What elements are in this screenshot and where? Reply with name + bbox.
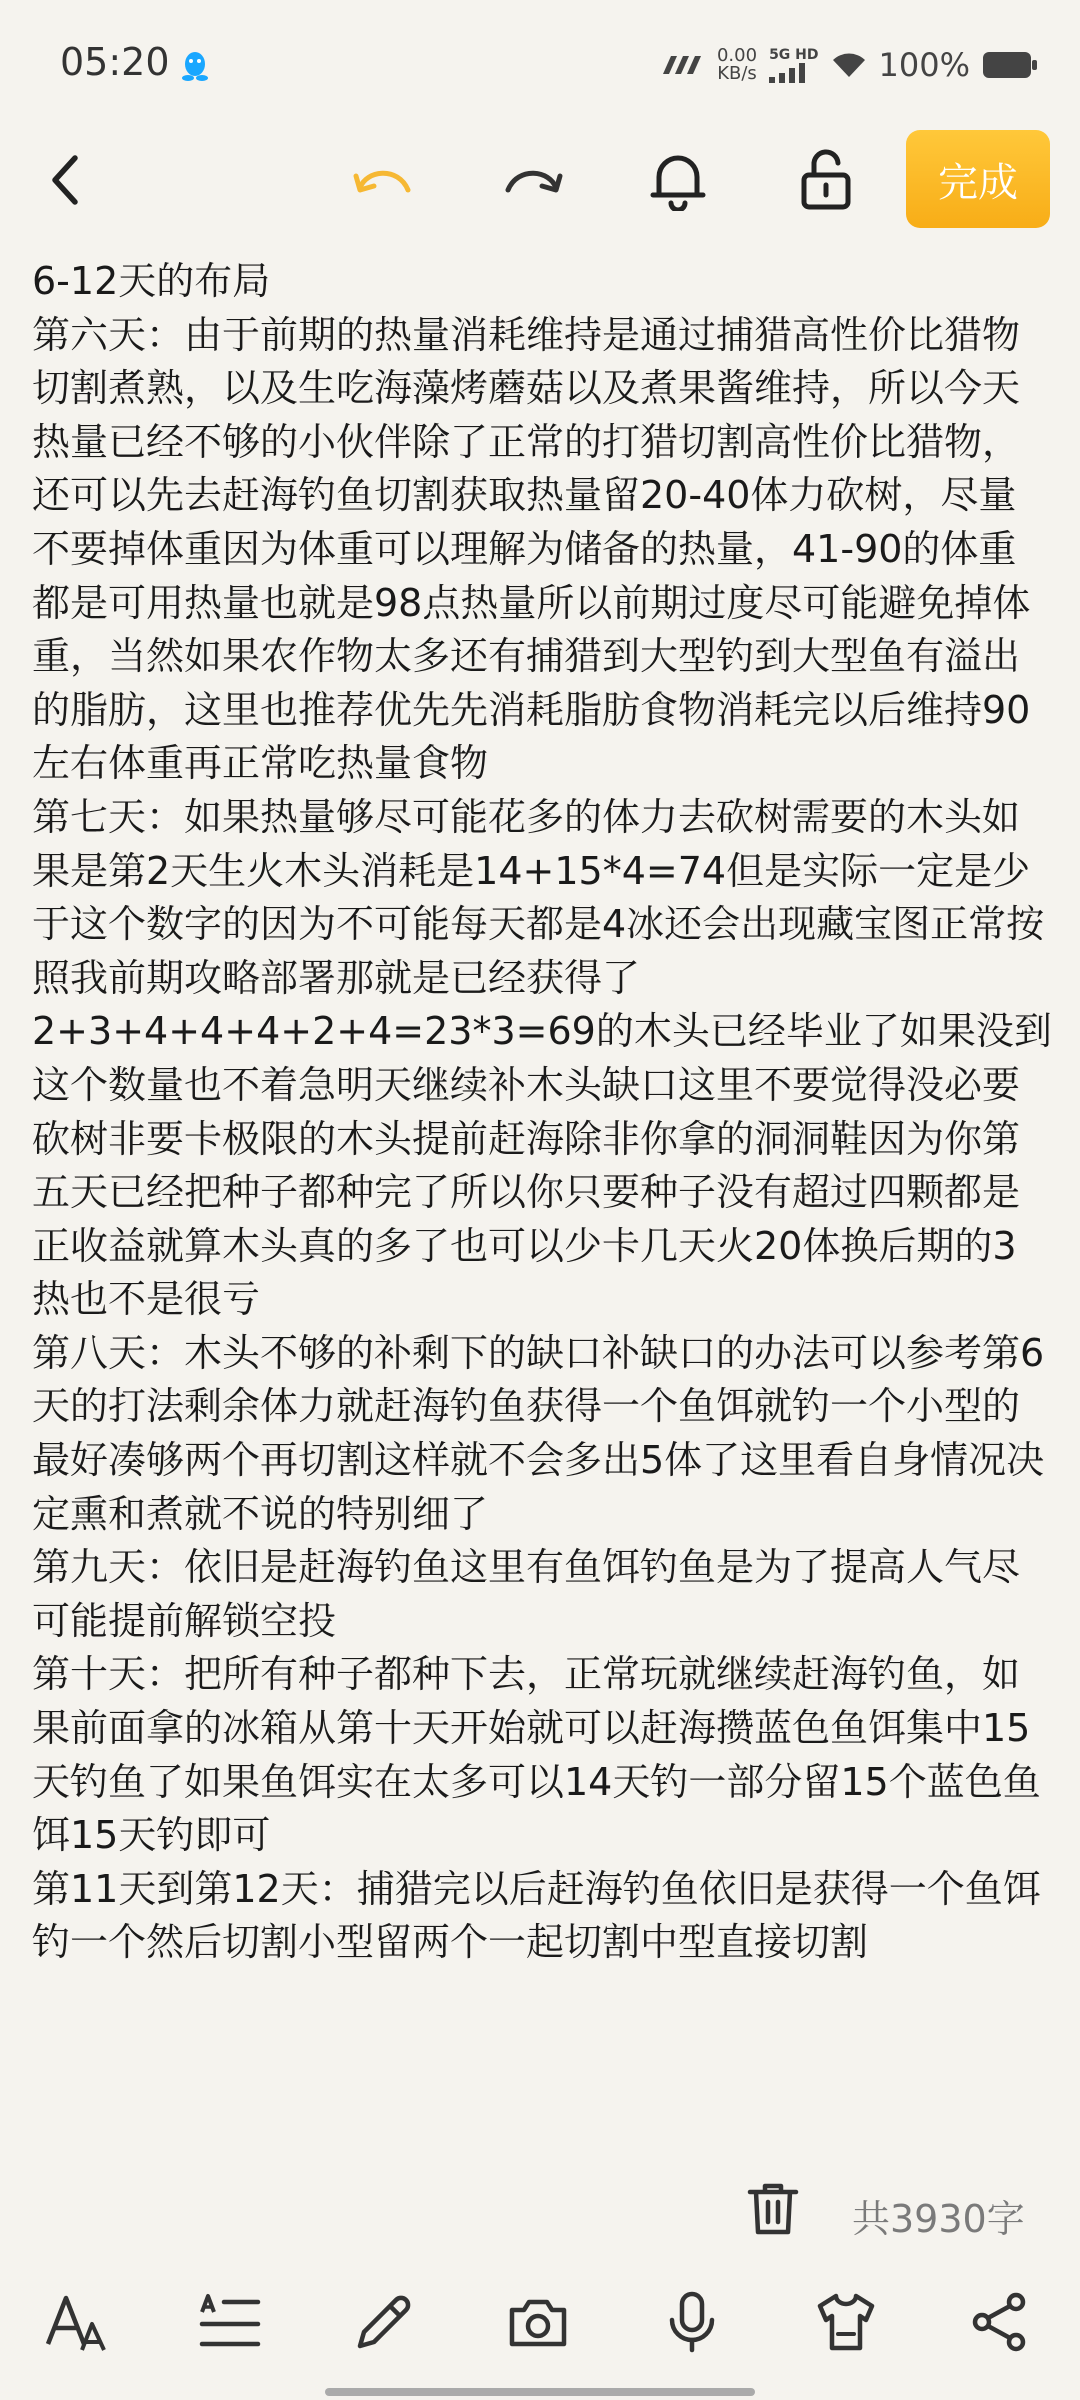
list-icon — [198, 2290, 262, 2354]
char-count: 共3930字 — [852, 2197, 1025, 2241]
camera-button[interactable] — [506, 2290, 570, 2354]
trash-icon — [744, 2180, 802, 2238]
note-paragraph[interactable]: 第八天：木头不够的补剩下的缺口补缺口的办法可以参考第6天的打法剩余体力就赶海钓鱼获得一个鱼饵就钓一个小型的最好凑够两个再切割这样就不会多出5体了这里看自身情况决定熏和煮就不说的特别细了 — [32, 1330, 1045, 1536]
undo-button[interactable] — [348, 128, 420, 232]
text-format-button[interactable] — [44, 2290, 108, 2354]
battery-icon — [982, 50, 1038, 80]
redo-button[interactable] — [496, 128, 568, 232]
microphone-icon — [660, 2290, 724, 2354]
note-paragraph[interactable]: 第11天到第12天：捕猎完以后赶海钓鱼依旧是获得一个鱼饵钓一个然后切割小型留两个一起切割中型直接切割 — [32, 1866, 1041, 1965]
unlock-icon — [798, 149, 854, 211]
wifi-icon — [831, 51, 867, 79]
theme-button[interactable] — [814, 2290, 878, 2354]
signal-bars-icon — [769, 63, 807, 83]
network-type-label: 5G HD — [769, 47, 819, 63]
undo-icon — [352, 158, 416, 202]
net-speed-unit: KB/s — [717, 63, 757, 84]
note-paragraph[interactable]: 第十天：把所有种子都种下去，正常玩就继续赶海钓鱼，如果前面拿的冰箱从第十天开始就可以赶海攒蓝色鱼饵集中15天钓鱼了如果鱼饵实在太多可以14天钓一部分留15个蓝色鱼饵15天钓即可 — [32, 1652, 1041, 1858]
note-paragraph[interactable]: 第九天：依旧是赶海钓鱼这里有鱼饵钓鱼是为了提高人气尽可能提前解锁空投 — [32, 1545, 1021, 1643]
list-format-button[interactable] — [198, 2290, 262, 2354]
note-title[interactable]: 6-12天的布局 — [32, 259, 271, 303]
camera-icon — [506, 2290, 570, 2354]
share-button[interactable] — [968, 2290, 1032, 2354]
shirt-icon — [814, 2290, 878, 2354]
cellular-group — [769, 47, 818, 83]
pencil-icon — [352, 2290, 416, 2354]
note-paragraph[interactable]: 2+3+4+4+4+2+4=23*3=69的木头已经毕业了如果没到这个数量也不着急明天继续补木头缺口这里不要觉得没必要砍树非要卡极限的木头提前赶海除非你拿的洞洞鞋因为你第五天已经把种子都种完了所以你只要种子没有超过四颗都是正收益就算木头真的多了也可以少卡几天火20体换后期的3热也不是很亏 — [32, 1009, 1052, 1322]
qq-penguin-icon — [180, 50, 210, 82]
home-indicator[interactable] — [325, 2388, 755, 2396]
bell-icon — [649, 149, 707, 211]
redo-icon — [500, 158, 564, 202]
net-speed-value: 0.00 — [716, 45, 758, 66]
share-icon — [968, 2290, 1032, 2354]
chevron-left-icon — [45, 152, 85, 208]
note-editor[interactable] — [32, 255, 1052, 1970]
done-button[interactable]: 完成 — [906, 130, 1050, 228]
lock-button[interactable] — [790, 128, 862, 232]
net-speed — [717, 47, 757, 83]
text-format-icon — [44, 2290, 108, 2354]
status-bar — [0, 0, 1080, 120]
voice-input-button[interactable] — [660, 2290, 724, 2354]
draw-button[interactable] — [352, 2290, 416, 2354]
delete-button[interactable] — [744, 2180, 802, 2238]
reminder-button[interactable] — [642, 128, 714, 232]
status-time: 05:20 — [60, 40, 170, 84]
nfc-icon — [659, 54, 705, 76]
battery-percent: 100% — [878, 46, 970, 84]
back-button[interactable] — [30, 128, 100, 232]
status-right-group — [659, 46, 1038, 84]
note-paragraph[interactable]: 第六天：由于前期的热量消耗维持是通过捕猎高性价比猎物切割煮熟，以及生吃海藻烤蘑菇以及煮果酱维持，所以今天热量已经不够的小伙伴除了正常的打猎切割高性价比猎物，还可以先去赶海钓鱼切割获取热量留20-40体力砍树，尽量不要掉体重因为体重可以理解为储备的热量，41-90的体重都是可用热量也就是98点热量所以前期过度尽可能避免掉体重，当然如果农作物太多还有捕猎到大型钓到大型鱼有溢出的脂肪，这里也推荐优先先消耗脂肪食物消耗完以后维持90左右体重再正常吃热量食物 — [32, 312, 1031, 786]
note-paragraph[interactable]: 第七天：如果热量够尽可能花多的体力去砍树需要的木头如果是第2天生火木头消耗是14+15*4=74但是实际一定是少于这个数字的因为不可能每天都是4冰还会出现藏宝图正常按照我前期攻略部署那就是已经获得了 — [32, 794, 1045, 1000]
